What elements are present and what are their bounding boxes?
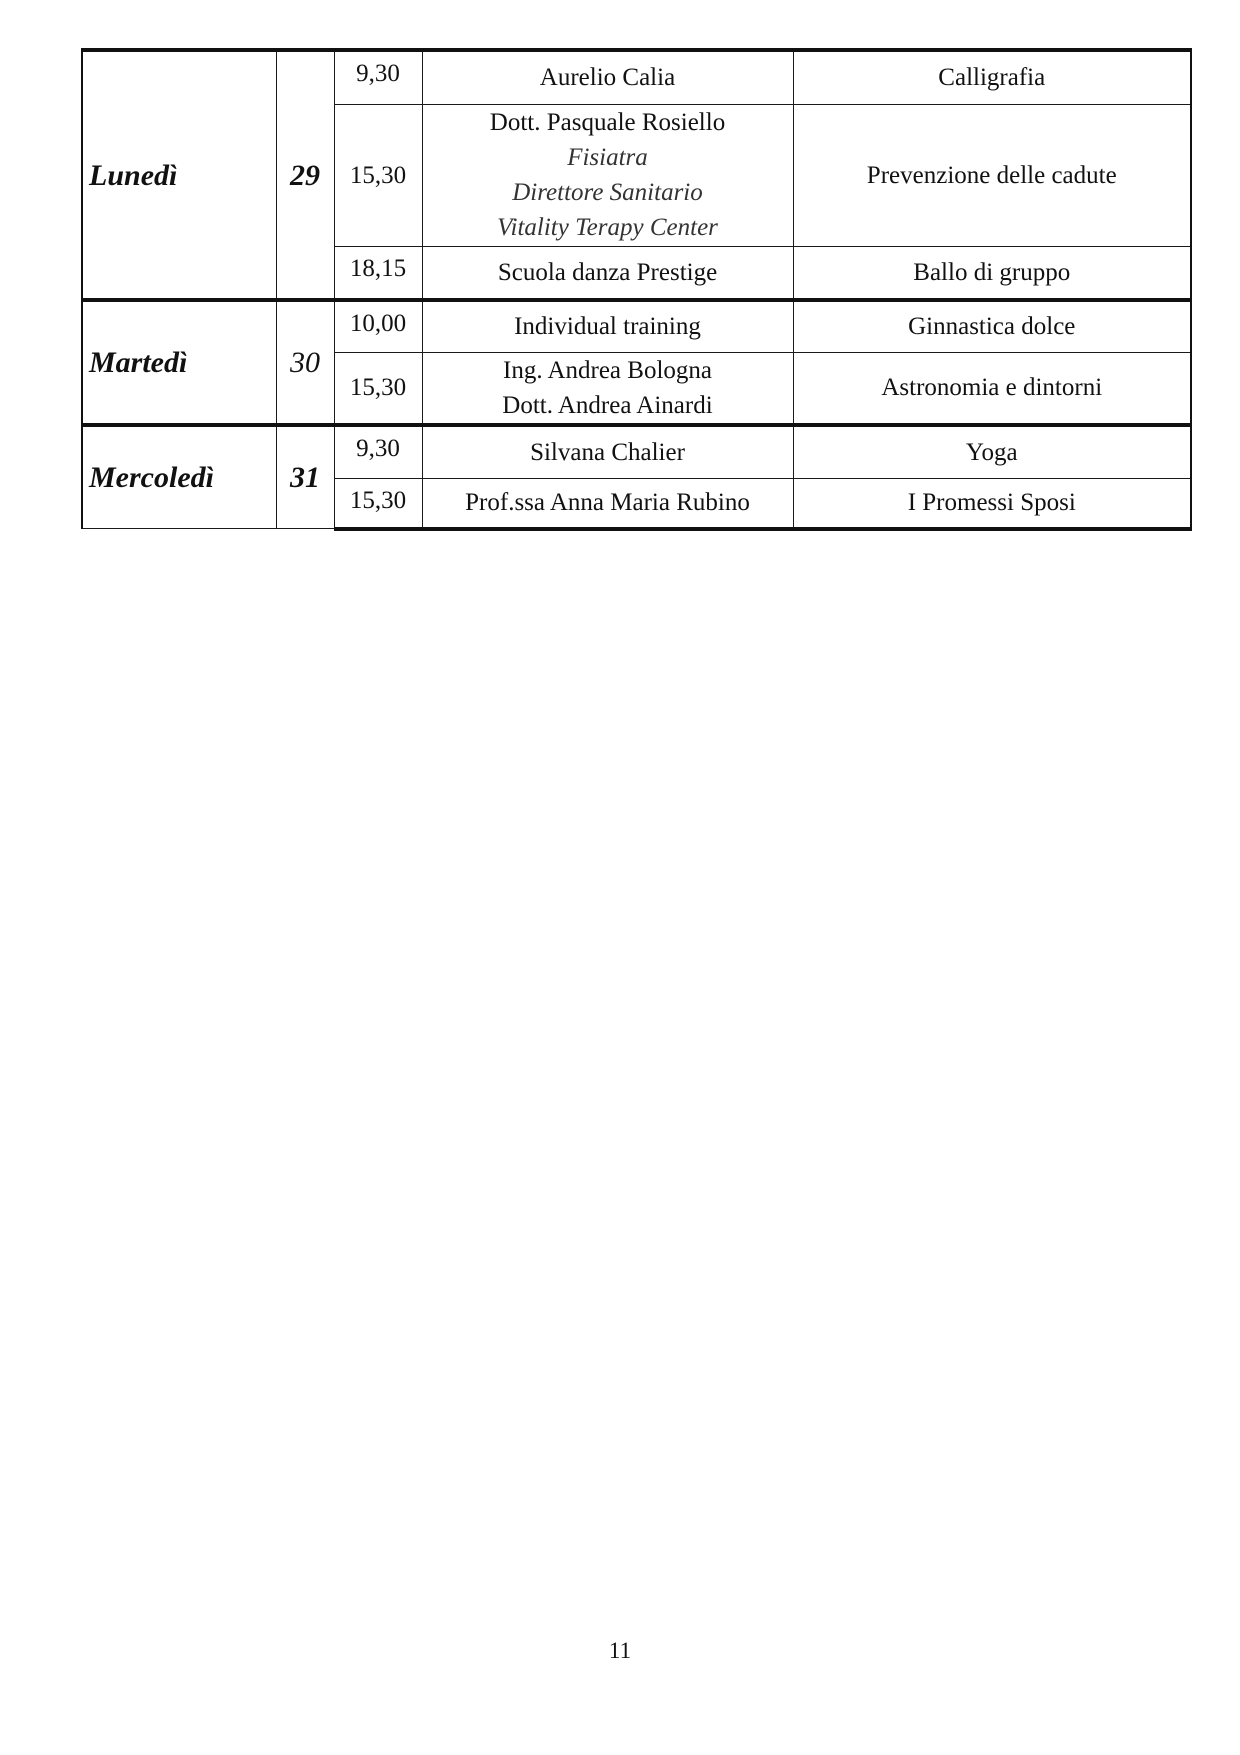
day-name-cell: Martedì [82,300,276,425]
schedule-table [81,48,1192,531]
speaker-cell [422,300,793,352]
speaker-cell [422,425,793,479]
topic-cell: Astronomia e dintorni [793,352,1191,425]
table-row [82,425,1191,479]
page-number: 11 [608,1638,632,1663]
time-cell: 15,30 [334,104,422,246]
speaker-cell [422,352,793,425]
speaker-name: Individual training [514,313,701,341]
speaker-affiliation: Vitality Terapy Center [497,214,718,241]
speaker-name: Dott. Pasquale Rosiello [489,109,726,136]
time-cell: 18,15 [334,246,422,300]
speaker-name: Scuola danza Prestige [497,258,718,286]
speaker-role: Fisiatra [567,144,648,171]
speaker-cell [422,104,793,246]
topic-cell: Yoga [793,425,1191,479]
time-cell: 15,30 [334,352,422,425]
date-cell: 31 [276,425,334,529]
time-cell: 9,30 [334,425,422,479]
table-row [82,300,1191,352]
day-name-cell: Mercoledì [82,425,276,529]
topic-cell: I Promessi Sposi [793,479,1191,529]
date-cell: 30 [276,300,334,425]
topic-cell: Ginnastica dolce [793,300,1191,352]
speaker-cell [422,246,793,300]
speaker-role: Direttore Sanitario [512,179,703,206]
speaker-name: Ing. Andrea Bologna [503,356,712,384]
day-name-cell: Lunedì [82,50,276,300]
speaker-name: Silvana Chalier [530,438,685,466]
speaker-cell [422,479,793,529]
speaker-cell [422,50,793,104]
speaker-name: Aurelio Calia [539,64,676,92]
time-cell: 9,30 [334,50,422,104]
speaker-name: Dott. Andrea Ainardi [502,391,713,419]
time-cell: 15,30 [334,479,422,529]
topic-cell: Calligrafia [793,50,1191,104]
time-cell: 10,00 [334,300,422,352]
topic-cell: Prevenzione delle cadute [793,104,1191,246]
topic-cell: Ballo di gruppo [793,246,1191,300]
speaker-name: Prof.ssa Anna Maria Rubino [465,489,750,517]
table-row [82,50,1191,104]
date-cell: 29 [276,50,334,300]
